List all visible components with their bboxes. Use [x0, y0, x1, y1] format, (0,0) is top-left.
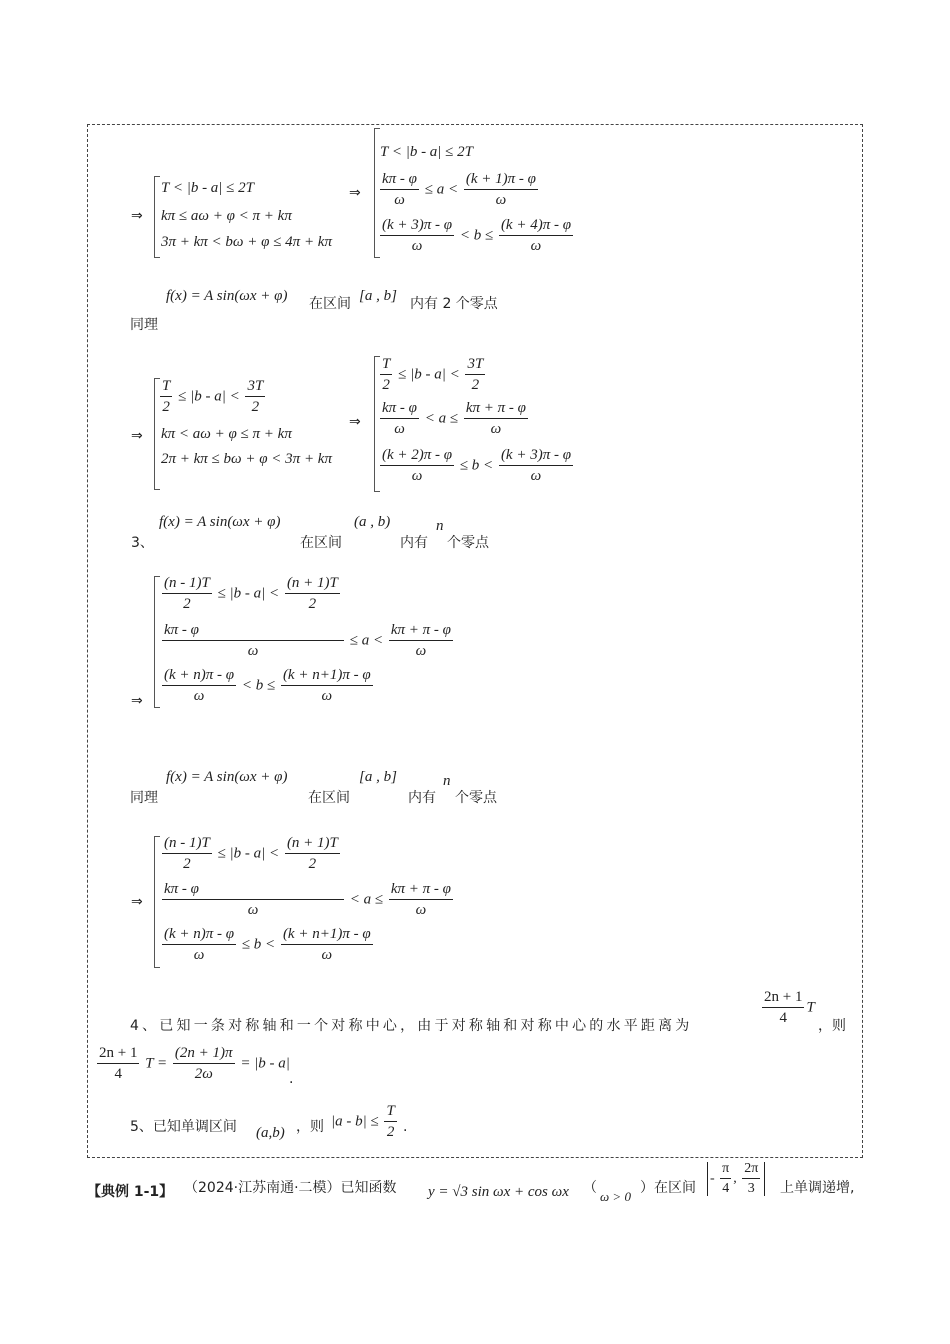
implies-arrow: ⇒ [131, 208, 143, 224]
period: . [289, 1071, 294, 1087]
inequality-row: $\frac{(k + 3)\pi - \varphi}{\omega}$ < b ≤ $\frac{(k + 4)\pi - \varphi}{\omega}$ [382, 217, 572, 254]
example-source: （2024·江苏南通·二模）已知函数 [184, 1180, 397, 1196]
left-brace [154, 176, 160, 258]
text: 在区间 [309, 296, 351, 312]
text: 内有 [408, 790, 436, 806]
text: 上单调递增, [780, 1180, 855, 1196]
function-formula: f(x) = A sin(ωx + φ) [159, 514, 281, 530]
item-5-text: 5、已知单调区间 [130, 1119, 237, 1135]
interval-bracket: - $\frac{\pi}{4}$ , $\frac{2\pi}{3}$ [707, 1162, 765, 1196]
period: . [403, 1119, 408, 1135]
condition-line: 2π + kπ ≤ bω + φ < 3π + kπ [161, 451, 332, 467]
interval: (a , b) [354, 514, 391, 530]
inequality-row: $\frac{k\pi - \varphi}{\omega}$ < a ≤ $\frac{k\pi + \pi - \varphi}{\omega}$ [164, 881, 451, 918]
text: （ [583, 1180, 597, 1196]
text: 内有 2 个零点 [410, 296, 498, 312]
implies-arrow: ⇒ [131, 428, 143, 444]
function-formula: f(x) = A sin(ωx + φ) [166, 769, 288, 785]
text: ，则 [296, 1119, 324, 1135]
implies-arrow: ⇒ [349, 414, 361, 430]
inequality-row: $\frac{k\pi - \varphi}{\omega}$ < a ≤ $\frac{k\pi + \pi - \varphi}{\omega}$ [382, 400, 526, 437]
condition-line: T < |b - a| ≤ 2T [161, 180, 255, 196]
condition: ω > 0 [600, 1189, 631, 1204]
inequality-row: $\frac{T}{2}$ ≤ |b - a| < $\frac{3T}{2}$ [162, 378, 264, 415]
example-label: 【典例 1-1】 [87, 1184, 174, 1200]
inequality: |a - b| ≤ $\frac{T}{2}$ [331, 1103, 395, 1140]
inequality-row: $\frac{k\pi - \varphi}{\omega}$ ≤ a < $\frac{k\pi + \pi - \varphi}{\omega}$ [164, 622, 451, 659]
condition-line: kπ < aω + φ ≤ π + kπ [161, 426, 292, 442]
item-4-text: 4、已知一条对称轴和一个对称中心，由于对称轴和对称中心的水平距离为 [130, 1018, 693, 1034]
function-formula: f(x) = A sin(ωx + φ) [166, 288, 288, 304]
function-formula: y = √3 sin ωx + cos ωx [428, 1184, 569, 1200]
text: 同理 [130, 317, 158, 333]
inequality-row: $\frac{(k + n)\pi - \varphi}{\omega}$ ≤ b < $\frac{(k + n+1)\pi - \varphi}{\omega}$ [164, 926, 371, 963]
text: ）在区间 [640, 1180, 696, 1196]
text: 同理 [130, 790, 158, 806]
text: 个零点 [455, 790, 497, 806]
text: 内有 [400, 535, 428, 551]
implies-arrow: ⇒ [349, 185, 361, 201]
variable-n: n [443, 773, 451, 789]
interval: [a , b] [359, 769, 397, 785]
item-number: 3、 [131, 535, 154, 551]
text: ，则 [818, 1018, 846, 1034]
implies-arrow: ⇒ [131, 693, 143, 709]
inequality-row: $\frac{(n - 1)T}{2}$ ≤ |b - a| < $\frac{(n + 1)T}{2}$ [164, 835, 338, 872]
inequality-row: $\frac{(n - 1)T}{2}$ ≤ |b - a| < $\frac{(n + 1)T}{2}$ [164, 575, 338, 612]
fraction: $\frac{2n + 1}{4}$ T [764, 989, 815, 1026]
inequality-row: $\frac{T}{2}$ ≤ |b - a| < $\frac{3T}{2}$ [382, 356, 484, 393]
text: 在区间 [300, 535, 342, 551]
condition-line: T < |b - a| ≤ 2T [380, 144, 474, 160]
implies-arrow: ⇒ [131, 894, 143, 910]
inequality-row: $\frac{(k + n)\pi - \varphi}{\omega}$ < b ≤ $\frac{(k + n+1)\pi - \varphi}{\omega}$ [164, 667, 371, 704]
inequality-row: $\frac{k\pi - \varphi}{\omega}$ ≤ a < $\frac{(k + 1)\pi - \varphi}{\omega}$ [382, 171, 536, 208]
text: 个零点 [447, 535, 489, 551]
condition-line: kπ ≤ aω + φ < π + kπ [161, 208, 292, 224]
variable-n: n [436, 518, 444, 534]
condition-line: 3π + kπ < bω + φ ≤ 4π + kπ [161, 234, 332, 250]
inequality-row: $\frac{(k + 2)\pi - \varphi}{\omega}$ ≤ b < $\frac{(k + 3)\pi - \varphi}{\omega}$ [382, 447, 572, 484]
text: 在区间 [308, 790, 350, 806]
equation: $\frac{2n + 1}{4}$ T = $\frac{(2n + 1)\pi}{2\omega}$ = |b - a| [99, 1045, 290, 1082]
interval: [a , b] [359, 288, 397, 304]
interval: (a,b) [256, 1125, 285, 1141]
